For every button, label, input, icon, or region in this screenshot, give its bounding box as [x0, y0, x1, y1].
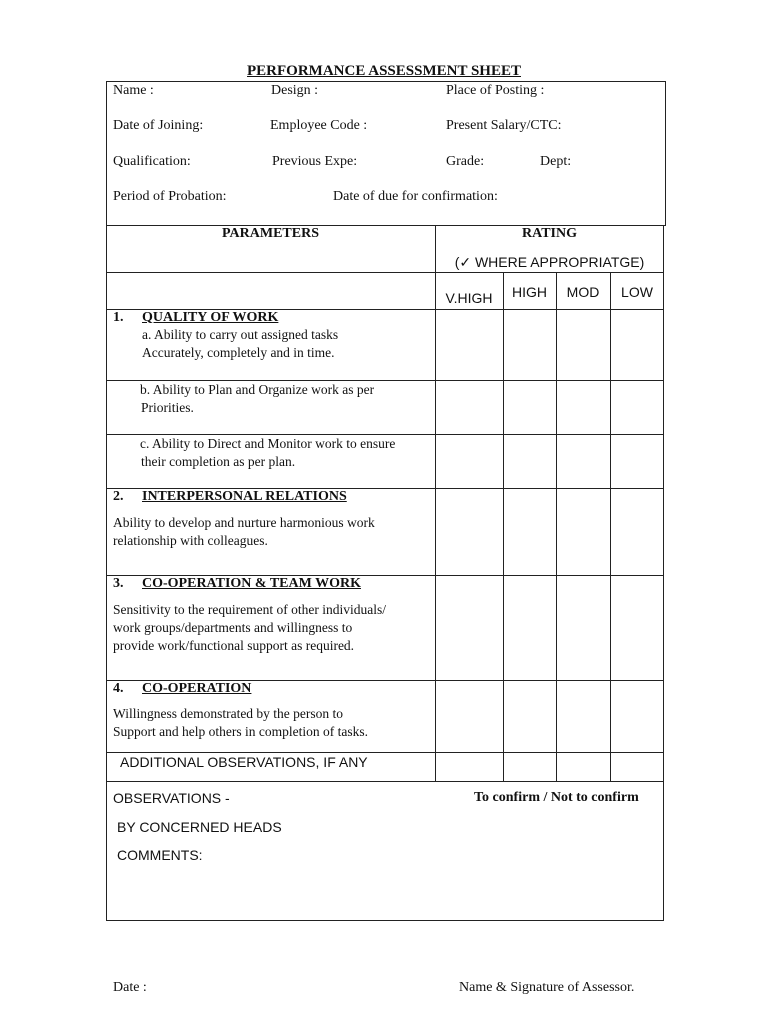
- grade-label: Grade:: [446, 154, 485, 169]
- section-2-line-1: Ability to develop and nurture harmonious work: [113, 515, 375, 530]
- section-1b-line-1: b. Ability to Plan and Organize work as per: [140, 382, 375, 397]
- concerned-heads-label: BY CONCERNED HEADS: [117, 819, 282, 835]
- rating-header: RATING: [522, 226, 577, 241]
- section-2-number: 2.: [113, 489, 124, 504]
- column-v-high: V.HIGH: [445, 290, 493, 306]
- section-1a-line-1: a. Ability to carry out assigned tasks: [142, 327, 339, 342]
- confirm-status-label: To confirm / Not to confirm: [474, 790, 639, 805]
- section-3-line-1: Sensitivity to the requirement of other individuals/: [113, 602, 386, 617]
- rating-instruction: (✓ WHERE APPROPRIATGE): [454, 254, 645, 270]
- name-label: Name :: [113, 83, 154, 98]
- section-4-number: 4.: [113, 681, 124, 696]
- section-1-title: QUALITY OF WORK: [142, 310, 279, 325]
- design-label: Design :: [271, 83, 319, 98]
- dept-label: Dept:: [540, 154, 572, 169]
- present-salary-label: Present Salary/CTC:: [446, 118, 562, 133]
- comments-label: COMMENTS:: [117, 847, 203, 863]
- place-of-posting-label: Place of Posting :: [446, 83, 545, 98]
- column-divider: [503, 273, 504, 782]
- column-low: LOW: [621, 284, 653, 300]
- section-4-title: CO-OPERATION: [142, 681, 252, 696]
- date-label: Date :: [113, 980, 147, 995]
- section-3-line-2: work groups/departments and willingness to: [113, 620, 353, 635]
- date-due-confirmation-label: Date of due for confirmation:: [333, 189, 498, 204]
- section-3-line-3: provide work/functional support as required.: [113, 638, 355, 653]
- employee-code-label: Employee Code :: [270, 118, 368, 133]
- assessor-signature-label: Name & Signature of Assessor.: [459, 980, 635, 995]
- section-1b-line-2: Priorities.: [141, 400, 194, 415]
- row-divider: [106, 434, 664, 435]
- section-2-line-2: relationship with colleagues.: [113, 533, 268, 548]
- parameters-header: PARAMETERS: [222, 226, 319, 241]
- section-1-number: 1.: [113, 310, 124, 325]
- section-4-line-1: Willingness demonstrated by the person to: [113, 706, 344, 721]
- previous-experience-label: Previous Expe:: [272, 154, 358, 169]
- column-divider: [610, 273, 611, 782]
- section-3-number: 3.: [113, 576, 124, 591]
- period-of-probation-label: Period of Probation:: [113, 189, 227, 204]
- column-mod: MOD: [566, 284, 600, 300]
- section-4-line-2: Support and help others in completion of tasks.: [113, 724, 368, 739]
- date-of-joining-label: Date of Joining:: [113, 118, 204, 133]
- qualification-label: Qualification:: [113, 154, 191, 169]
- row-divider: [106, 272, 664, 273]
- section-3-title: CO-OPERATION & TEAM WORK: [142, 576, 361, 591]
- row-divider: [106, 752, 664, 753]
- section-1c-line-1: c. Ability to Direct and Monitor work to ensure: [140, 436, 396, 451]
- section-1c-line-2: their completion as per plan.: [141, 454, 296, 469]
- column-divider: [556, 273, 557, 782]
- observations-label: OBSERVATIONS -: [113, 790, 230, 806]
- section-2-title: INTERPERSONAL RELATIONS: [142, 489, 347, 504]
- section-1a-line-2: Accurately, completely and in time.: [142, 345, 335, 360]
- additional-observations-label: ADDITIONAL OBSERVATIONS, IF ANY: [120, 754, 368, 770]
- page-title: PERFORMANCE ASSESSMENT SHEET: [247, 63, 521, 79]
- row-divider: [106, 380, 664, 381]
- column-high: HIGH: [512, 284, 547, 300]
